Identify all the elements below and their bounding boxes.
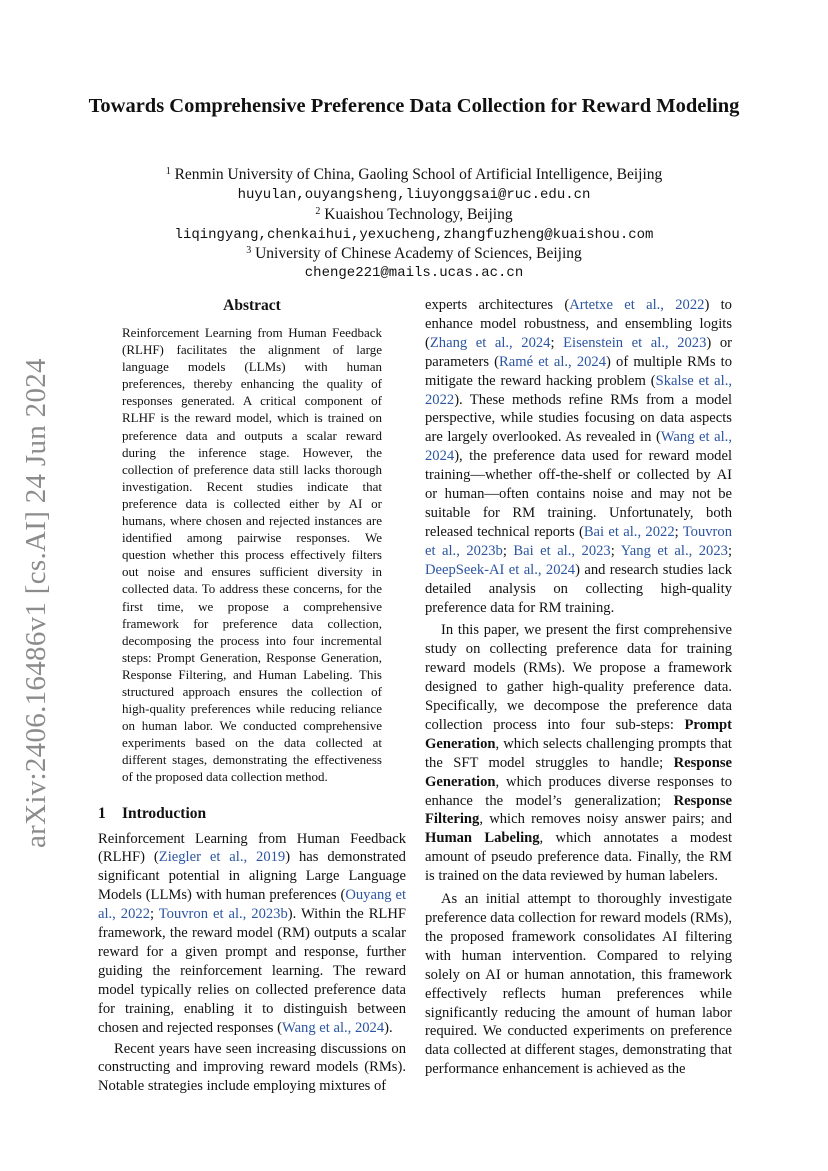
text-run: , which annotates a modest amount of pseudo preference data. Finally, the RM is trained on the data reviewed by human labelers. [425, 830, 732, 885]
affiliation-mark: 1 [165, 166, 171, 177]
affiliation-2-email: liqingyang,chenkaihui,yexucheng,zhangfuzheng@kuaishou.com [174, 227, 654, 243]
affiliation-3-email: chenge221@mails.ucas.ac.cn [304, 265, 524, 281]
intro-paragraph-2-start [98, 1040, 406, 1097]
intro-paragraph-4 [425, 890, 732, 1079]
intro-paragraph-2-cont [425, 296, 732, 617]
affiliation-mark: 2 [315, 206, 321, 217]
citation-link[interactable]: Touvron et al., 2023b [158, 906, 288, 923]
text-run: ). These methods refine RMs from a model perspective, while studies focusing on data aspects are largely overlooked. As revealed in ( [425, 391, 732, 446]
citation-link[interactable]: Yang et al., 2023 [620, 542, 728, 559]
text-run: ; [502, 542, 514, 559]
text-run: ). Within the RLHF framework, the reward model (RM) outputs a scalar reward for a given prompt and response, further guiding the reinforcement learning. The reward model typically relies on collected preference data for training, enabling it to distinguish between chosen and rejected responses ( [98, 906, 406, 1036]
arxiv-identifier: arXiv:2406.16486v1 [cs.AI] 24 Jun 2024 [20, 358, 52, 848]
text-run: ) and research studies lack detailed analysis on collecting high-quality preference data for RM training. [425, 561, 732, 616]
section-heading-introduction [98, 804, 406, 824]
abstract-text: Reinforcement Learning from Human Feedback (RLHF) facilitates the alignment of large language models (LLMs) with human preferences, thereby enhancing the quality of responses generated. A critical component of RLHF is the reward model, which is trained on preference data and outputs a scalar reward during the inference stage. However, the collection of preference data still lacks thorough investigation. Recent studies indicate that preference data is collected either by AI or humans, where chosen and rejected instances are identified among pairwise responses. We question whether this process effectively filters out noise and ensures sufficient diversity in collected data. To address these concerns, for the first time, we propose a comprehensive framework for preference data collection, decomposing the process into four incremental steps: Prompt Generation, Response Generation, Response Filtering, and Human Labeling. This structured approach ensures the collection of high-quality preferences while reducing reliance on human labor. We conducted comprehensive experiments based on the data collected at different stages, demonstrating the effectiveness of the proposed data collection method. [122, 325, 382, 785]
citation-link[interactable]: Ziegler et al., 2019 [158, 849, 286, 866]
text-run: ; [610, 542, 621, 559]
text-run: In this paper, we present the first comprehensive study on collecting preference data for training reward models (RMs). We propose a framework designed to gather high-quality preference data. Specifically, we decompose the preference data collection process into four sub-steps: [425, 622, 732, 733]
text-run: ; [550, 334, 564, 351]
intro-paragraph-3 [425, 621, 732, 886]
citation-link[interactable]: Wang et al., 2024 [281, 1019, 385, 1036]
affiliation-2 [60, 205, 768, 225]
text-run: ). [384, 1019, 393, 1036]
affiliation-name: Kuaishou Technology, Beijing [324, 206, 513, 223]
section-title: Introduction [122, 804, 207, 822]
paper-title: Towards Comprehensive Preference Data Collection for Reward Modeling [88, 95, 740, 117]
citation-link[interactable]: DeepSeek-AI et al., 2024 [425, 561, 576, 578]
citation-link[interactable]: Touvron et al., 2023b [425, 523, 732, 559]
text-run: Reinforcement Learning from Human Feedback (RLHF) ( [98, 830, 406, 866]
affiliation-name: Renmin University of China, Gaoling School of Artificial Intelligence, Beijing [174, 166, 663, 183]
text-run: ) or parameters ( [425, 334, 733, 370]
text-run: Recent years have seen increasing discussions on constructing and improving reward models (RMs). Notable strategies include employing mixtures of [98, 1040, 406, 1095]
affiliation-1 [60, 165, 768, 185]
text-run: ; [727, 542, 732, 559]
bold-term: Human Labeling [425, 830, 540, 847]
text-run: ), the preference data used for reward model training—whether off-the-shelf or collected by AI or human—often contains noise and may not be suitable for RM training. Unfortunately, both released technical reports ( [425, 448, 732, 540]
citation-link[interactable]: Artetxe et al., 2022 [569, 297, 705, 313]
text-run: , which selects challenging prompts that the SFT model struggles to handle; [425, 735, 732, 771]
section-number: 1 [98, 804, 106, 822]
text-run: , which produces diverse responses to enhance the model’s generalization; [425, 773, 732, 809]
text-run: , which removes noisy answer pairs; and [479, 811, 732, 828]
text-run: ) has demonstrated significant potential in aligning Large Language Models (LLMs) with human preferences ( [98, 849, 406, 904]
left-column [98, 296, 406, 1096]
citation-link[interactable]: Ouyang et al., 2022 [98, 887, 406, 923]
citation-link[interactable]: Eisenstein et al., 2023 [563, 334, 707, 351]
abstract-heading: Abstract [223, 297, 281, 314]
citation-link[interactable]: Bai et al., 2022 [583, 523, 675, 540]
affiliation-3 [60, 244, 768, 264]
citation-link[interactable]: Zhang et al., 2024 [429, 334, 551, 351]
text-run: As an initial attempt to thoroughly investigate preference data collection for reward models (RMs), the proposed framework consolidates AI filtering with human intervention. Compared to relying solely on AI or human annotation, this framework effectively reflects human preferences while significantly reducing the amount of human labor required. We conducted experiments on preference data collected at different stages, demonstrating that performance enhancement is achieved as the [425, 891, 732, 1078]
text-run: ; [674, 523, 683, 540]
text-run: experts architectures ( [425, 297, 570, 313]
intro-paragraph-1 [98, 830, 406, 1038]
bold-term: Response Generation [425, 754, 732, 790]
affiliation-name: University of Chinese Academy of Sciences, Beijing [255, 245, 582, 262]
affiliation-1-email: huyulan,ouyangsheng,liuyonggsai@ruc.edu.cn [237, 187, 591, 203]
citation-link[interactable]: Skalse et al., 2022 [425, 372, 732, 408]
text-run: ) to enhance model robustness, and ensembling logits ( [425, 297, 732, 351]
right-column [425, 296, 732, 1079]
bold-term: Response Filtering [425, 792, 732, 828]
citation-link[interactable]: Ramé et al., 2024 [499, 353, 607, 370]
text-run: ; [150, 906, 159, 923]
text-run: ) of multiple RMs to mitigate the reward hacking problem ( [425, 353, 732, 389]
affiliation-mark: 3 [246, 245, 252, 256]
citation-link[interactable]: Wang et al., 2024 [425, 429, 732, 465]
bold-term: Prompt Generation [425, 716, 732, 752]
citation-link[interactable]: Bai et al., 2023 [513, 542, 611, 559]
